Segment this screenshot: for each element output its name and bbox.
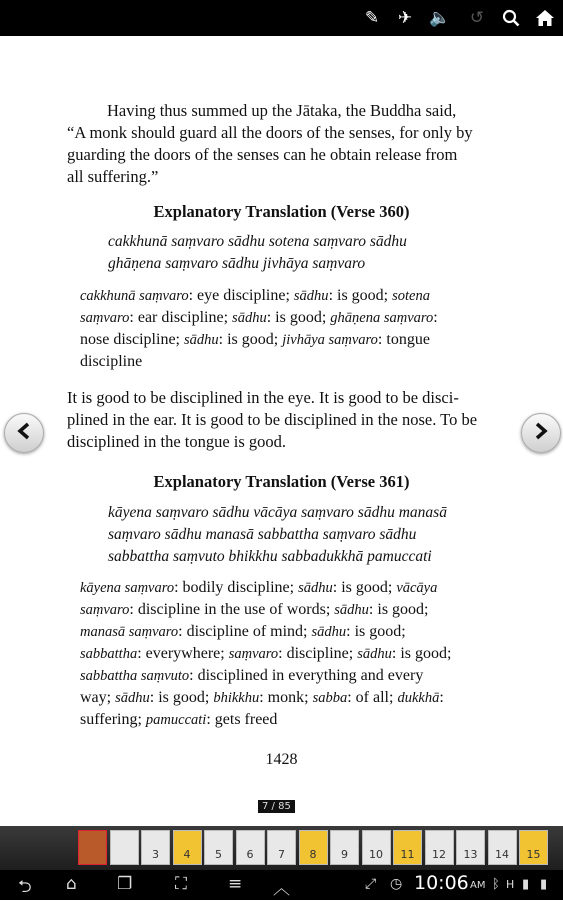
top-action-bar (0, 0, 563, 36)
pali-term: saṃvaro (80, 310, 130, 326)
pali-term: saṃvaro (80, 602, 130, 618)
gloss-text: : monk; (259, 689, 313, 706)
expand-icon: ⤢ (365, 876, 377, 892)
gloss-line (80, 665, 480, 687)
pali-term: sādhu (115, 690, 150, 706)
pali-term: sādhu (293, 288, 329, 304)
clock-time: 10:06 (414, 872, 469, 894)
battery-icon: ▮ (540, 877, 548, 892)
gloss-text: : discipline; (278, 645, 358, 662)
book-page (0, 36, 563, 826)
pali-term: manasā saṃvaro (80, 624, 179, 640)
pali-term: sotena (392, 288, 430, 304)
gloss-text: : disciplined in everything and every (189, 667, 424, 684)
verse-line: cakkhunā saṃvaro sādhu sotena saṃvaro sādhu (108, 233, 407, 250)
gloss-text: : gets freed (206, 711, 278, 728)
pali-term: bhikkhu (213, 690, 260, 706)
back-icon[interactable]: ⮌ (18, 877, 32, 897)
pali-term: vācāya (396, 580, 438, 596)
menu-icon[interactable]: ≡ (228, 874, 243, 894)
gloss-text: : is good; (391, 645, 452, 662)
home-icon[interactable]: ⌂ (66, 874, 77, 894)
gloss-text: : is good; (218, 331, 283, 348)
wifi-icon: H (506, 878, 515, 891)
page-thumbnail[interactable] (78, 830, 107, 865)
verse-360-text (108, 231, 407, 275)
chevron-right-icon (533, 422, 549, 445)
pali-term: pamuccati (145, 712, 207, 728)
text-line: plined in the ear. It is good to be disciplined in the nose. To be (67, 410, 478, 429)
gloss-text: : is good; (328, 287, 393, 304)
page-thumbnail[interactable]: 3 (141, 830, 170, 865)
page-thumbnail[interactable]: 10 (362, 830, 391, 865)
bluetooth-icon: ᛒ (492, 877, 500, 892)
gloss-text: : is good; (149, 689, 214, 706)
gloss-text: : is good; (368, 601, 429, 618)
pali-term: kāyena saṃvaro (80, 580, 175, 596)
gloss-line (80, 307, 480, 329)
page-thumbnail-strip[interactable] (0, 826, 563, 870)
system-navigation-bar (0, 870, 563, 900)
page-thumbnail[interactable]: 11 (393, 830, 422, 865)
chevron-left-icon (16, 422, 32, 445)
pali-term: sabbattha saṃvuto (80, 668, 190, 684)
page-thumbnail[interactable]: 4 (173, 830, 202, 865)
search-icon[interactable] (499, 6, 523, 30)
pali-term: jivhāya saṃvaro (282, 332, 378, 348)
gloss-line (80, 621, 480, 643)
intro-paragraph (67, 100, 501, 188)
screenshot-icon[interactable]: ⛶ (175, 874, 187, 894)
verse-line: ghāṇena saṃvaro sādhu jivhāya saṃvaro (108, 255, 366, 272)
gloss-text: : eye discipline; (188, 287, 294, 304)
gloss-text: : of all; (347, 689, 398, 706)
book-page-number: 1428 (265, 751, 298, 768)
pali-term: sādhu (357, 646, 392, 662)
section-heading-verse-360: Explanatory Translation (Verse 360) (153, 202, 410, 221)
text-line: all suffering.” (67, 167, 159, 186)
pali-term: sādhu (298, 580, 333, 596)
pali-term: ghāṇena saṃvaro (330, 310, 434, 326)
gloss-text: discipline (80, 353, 143, 370)
gloss-text: : discipline of mind; (178, 623, 312, 640)
gloss-verse-361 (80, 577, 480, 731)
recent-apps-icon[interactable]: ❐ (117, 874, 133, 894)
gloss-line (80, 643, 480, 665)
gloss-text: : (433, 309, 438, 326)
page-thumbnail[interactable]: 6 (236, 830, 265, 865)
verse-line: sabbattha saṃvuto bhikkhu sabbadukkhā pamuccati (108, 548, 432, 565)
gloss-verse-360 (80, 285, 480, 373)
gloss-text: suffering; (80, 711, 146, 728)
text-line: guarding the doors of the senses can he obtain release from (67, 145, 458, 164)
gloss-text: nose discipline; (80, 331, 184, 348)
gloss-text: : (439, 689, 444, 706)
gloss-line (80, 599, 480, 621)
previous-page-button[interactable] (4, 413, 44, 453)
page-thumbnail[interactable]: 7 (267, 830, 296, 865)
gloss-line (80, 329, 480, 351)
pali-term: sādhu (232, 310, 267, 326)
gloss-text: : is good; (332, 579, 397, 596)
pali-term: saṃvaro (228, 646, 279, 662)
gloss-line (80, 709, 480, 731)
page-thumbnail[interactable]: 9 (330, 830, 359, 865)
page-thumbnail[interactable]: 12 (425, 830, 454, 865)
signal-icon: ▮ (522, 877, 530, 892)
pencil-icon[interactable]: ✎ (364, 8, 380, 28)
clock-icon: ◷ (390, 876, 403, 892)
gloss-text: : ear discipline; (129, 309, 233, 326)
verse-line: kāyena saṃvaro sādhu vācāya saṃvaro sādhu manasā (108, 504, 447, 521)
gloss-text: : bodily discipline; (174, 579, 299, 596)
pali-term: sādhu (334, 602, 369, 618)
verse-line: saṃvaro sādhu manasā sabbattha saṃvaro sādhu (108, 526, 417, 543)
gloss-line (80, 687, 480, 709)
next-page-button[interactable] (521, 413, 561, 453)
home-icon[interactable] (533, 6, 557, 30)
translation-verse-360 (67, 387, 507, 453)
text-line: It is good to be disciplined in the eye. It is good to be disci- (67, 388, 459, 407)
page-thumbnail[interactable]: 5 (204, 830, 233, 865)
gloss-line (80, 351, 480, 373)
gloss-text: : tongue (377, 331, 430, 348)
pali-term: cakkhunā saṃvaro (80, 288, 189, 304)
text-line: Having thus summed up the Jātaka, the Buddha said, (107, 101, 457, 120)
pali-term: dukkhā (397, 690, 440, 706)
gloss-line (80, 285, 480, 307)
up-icon[interactable]: ︿ (273, 879, 290, 899)
pali-term: sādhu (183, 332, 219, 348)
gloss-text: : everywhere; (137, 645, 229, 662)
volume-icon[interactable]: 🔈 (429, 8, 451, 28)
pali-term: sabbattha (80, 646, 138, 662)
gloss-text: : is good; (346, 623, 406, 640)
page-thumbnail[interactable] (110, 830, 139, 865)
page-thumbnail[interactable]: 15 (519, 830, 548, 865)
pali-term: sādhu (311, 624, 347, 640)
pin-icon[interactable]: ✈ (397, 8, 413, 28)
page-thumbnail[interactable]: 13 (456, 830, 485, 865)
gloss-text: : is good; (266, 309, 331, 326)
gloss-text: way; (80, 689, 116, 706)
pali-term: sabba (312, 690, 348, 706)
page-indicator: 7 / 85 (258, 800, 295, 813)
clock-ampm: AM (470, 880, 486, 891)
page-thumbnail[interactable]: 8 (299, 830, 328, 865)
page-thumbnail[interactable]: 14 (488, 830, 517, 865)
gloss-line (80, 577, 480, 599)
gloss-text: : discipline in the use of words; (129, 601, 335, 618)
text-line: “A monk should guard all the doors of the senses, for only by (67, 123, 473, 142)
undo-icon[interactable]: ↺ (469, 8, 485, 28)
text-line: disciplined in the tongue is good. (67, 432, 287, 451)
verse-361-text (108, 502, 447, 568)
section-heading-verse-361: Explanatory Translation (Verse 361) (153, 472, 410, 491)
